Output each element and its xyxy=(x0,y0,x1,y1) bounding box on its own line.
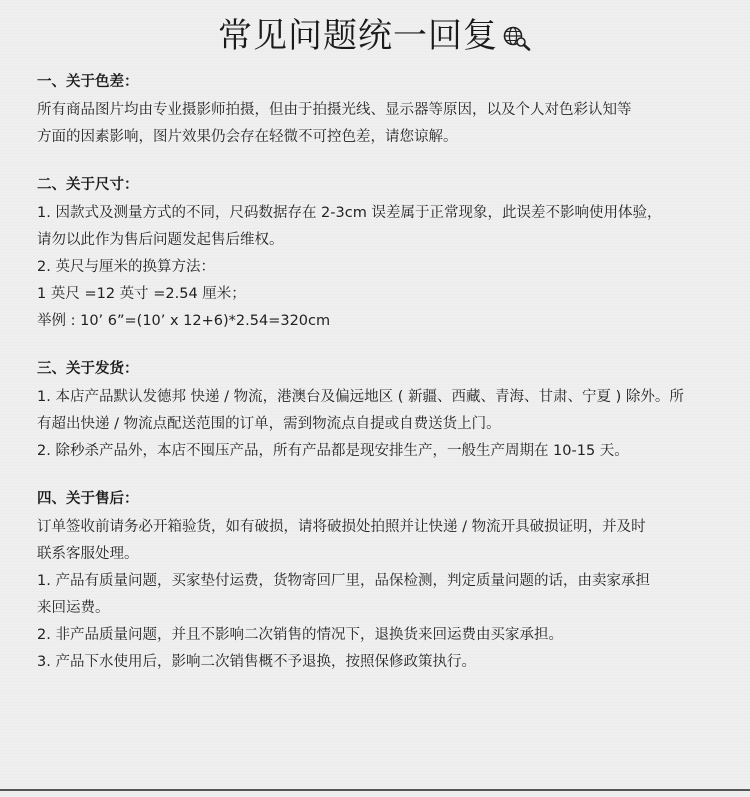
globe-search-icon xyxy=(502,25,532,51)
section-line: 有超出快递 / 物流点配送范围的订单，需到物流点自提或自费送货上门。 xyxy=(37,416,501,432)
section-heading: 一、关于色差： xyxy=(37,74,139,90)
section-heading: 三、关于发货： xyxy=(37,361,139,377)
section-line: 所有商品图片均由专业摄影师拍摄，但由于拍摄光线、显示器等原因，以及个人对色彩认知等 xyxy=(37,102,632,118)
section-line: 1 英尺 =12 英寸 =2.54 厘米； xyxy=(37,286,246,302)
section-line: 联系客服处理。 xyxy=(37,546,139,562)
page-title: 常见问题统一回复 xyxy=(218,16,498,56)
section-shipping xyxy=(37,357,727,465)
section-line: 方面的因素影响，图片效果仍会存在轻微不可控色差，请您谅解。 xyxy=(37,129,458,145)
section-line: 举例 : 10’ 6”=(10’ x 12+6)*2.54=320cm xyxy=(37,313,331,329)
section-color-difference xyxy=(37,70,727,151)
section-line: 订单签收前请务必开箱验货，如有破损，请将破损处拍照并让快递 / 物流开具破损证明，并及时 xyxy=(37,519,646,535)
section-line: 1. 因款式及测量方式的不同，尺码数据存在 2-3cm 误差属于正常现象，此误差不影响使用体验， xyxy=(37,205,662,221)
section-line: 2. 非产品质量问题，并且不影响二次销售的情况下，退换货来回运费由买家承担。 xyxy=(37,627,563,643)
section-line: 来回运费。 xyxy=(37,600,110,616)
section-line: 3. 产品下水使用后，影响二次销售概不予退换，按照保修政策执行。 xyxy=(37,654,476,670)
section-line: 1. 产品有质量问题，买家垫付运费，货物寄回厂里，品保检测，判定质量问题的话，由卖家承担 xyxy=(37,573,650,589)
section-heading: 二、关于尺寸： xyxy=(37,177,139,193)
section-line: 1. 本店产品默认发德邦 快递 / 物流，港澳台及偏远地区 ( 新疆、西藏、青海、甘肃、宁夏 ) 除外。所 xyxy=(37,389,684,405)
title-row xyxy=(0,10,750,62)
faq-content xyxy=(37,70,727,698)
section-line: 2. 英尺与厘米的换算方法： xyxy=(37,259,215,275)
bottom-divider xyxy=(0,789,750,791)
section-size xyxy=(37,173,727,335)
section-heading: 四、关于售后： xyxy=(37,491,139,507)
section-after-sales xyxy=(37,487,727,676)
section-line: 请勿以此作为售后问题发起售后维权。 xyxy=(37,232,284,248)
section-line: 2. 除秒杀产品外，本店不囤压产品，所有产品都是现安排生产，一般生产周期在 10-15 天。 xyxy=(37,443,629,459)
